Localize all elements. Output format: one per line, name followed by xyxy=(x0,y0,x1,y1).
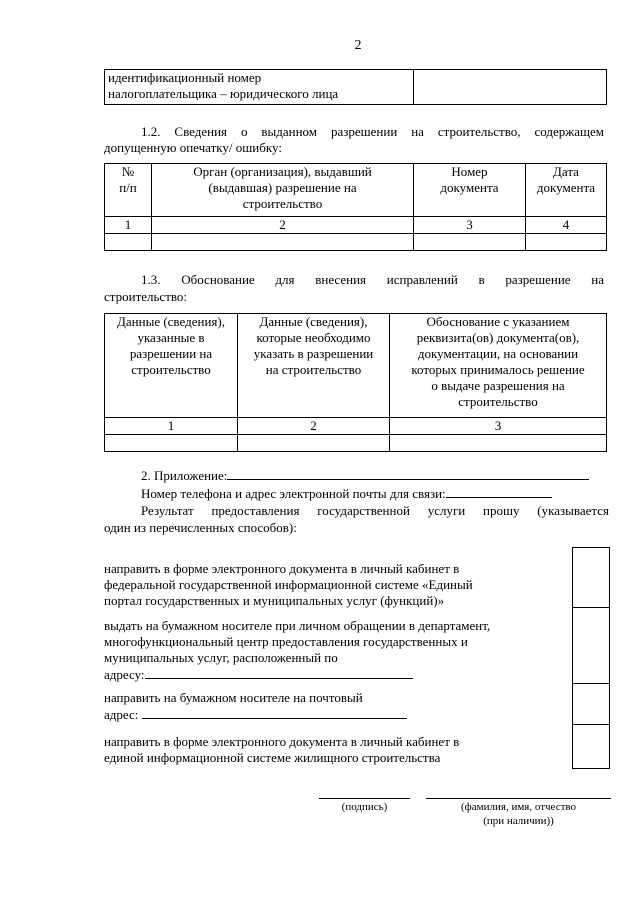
option-line: муниципальных услуг, расположенный по xyxy=(104,650,338,665)
header-line: документации, на основании xyxy=(417,346,579,361)
table-cell[interactable] xyxy=(390,435,607,452)
option-post-checkbox[interactable] xyxy=(572,683,610,725)
option-line: направить в форме электронного документа в личный кабинет в xyxy=(104,734,460,749)
header-line: (выдавшая) разрешение на xyxy=(208,180,357,195)
header-line: документа xyxy=(440,180,499,195)
col-number-header xyxy=(105,164,152,217)
section-1-2-heading: 1.2. Сведения о выданном разрешении на строительство, содержащем допущенную опечатку/ ошибку: xyxy=(104,124,604,155)
option-post xyxy=(104,690,549,723)
option-line: направить на бумажном носителе на почтовый xyxy=(104,690,363,705)
attachment-row xyxy=(141,467,607,484)
in-person-address-field[interactable] xyxy=(145,666,413,679)
table-cell[interactable] xyxy=(105,234,152,251)
name-line[interactable] xyxy=(426,798,611,799)
header-line: Дата xyxy=(553,164,579,179)
header-line: которых принималось решение xyxy=(411,362,585,377)
permit-table xyxy=(104,163,607,251)
option-eisgs-checkbox[interactable] xyxy=(572,724,610,769)
address-label: адрес: xyxy=(104,707,139,722)
page-number: 2 xyxy=(354,38,362,53)
header-line: разрешении на xyxy=(129,346,213,361)
table-cell[interactable] xyxy=(526,234,607,251)
header-line: строительство xyxy=(242,196,323,211)
table-cell[interactable] xyxy=(238,435,390,452)
option-epgu xyxy=(104,561,549,609)
tin-label-line1: идентификационный номер xyxy=(108,70,262,85)
post-address-field[interactable] xyxy=(142,706,407,719)
contact-label: Номер телефона и адрес электронной почты для связи: xyxy=(141,486,446,501)
header-line: Обоснование с указанием xyxy=(426,314,570,329)
header-line: документа xyxy=(536,180,596,195)
name-caption xyxy=(426,800,611,828)
tin-table xyxy=(104,69,607,105)
header-line: Данные (сведения), xyxy=(117,314,225,329)
correction-table xyxy=(104,313,607,452)
header-line: о выдаче разрешения на xyxy=(431,378,565,393)
tin-label xyxy=(105,70,414,105)
tin-value[interactable] xyxy=(414,70,607,105)
result-line2: один из перечисленных способов): xyxy=(104,520,297,535)
option-in-person xyxy=(104,618,549,683)
col-doc-number-header xyxy=(414,164,526,217)
table-header-row xyxy=(105,164,607,217)
header-line: п/п xyxy=(119,180,137,195)
attachment-field[interactable] xyxy=(227,467,589,480)
header-line: реквизита(ов) документа(ов), xyxy=(416,330,580,345)
name-caption-line: (при наличии)) xyxy=(483,815,554,827)
header-line: строительство xyxy=(458,394,538,409)
table-cell[interactable] xyxy=(152,234,414,251)
col-doc-date-header xyxy=(526,164,607,217)
section-1-3-heading-line2: строительство: xyxy=(104,289,188,304)
column-number: 3 xyxy=(414,217,526,234)
header-line: указать в разрешении xyxy=(253,346,374,361)
signature-caption: (подпись) xyxy=(341,801,388,813)
column-number: 1 xyxy=(105,418,238,435)
col-issuer-header xyxy=(152,164,414,217)
section-1-3-heading-line1: 1.3. Обоснование для внесения исправлений в разрешение на xyxy=(141,272,604,287)
table-row xyxy=(105,435,607,452)
table-cell[interactable] xyxy=(414,234,526,251)
option-line: единой информационной системе жилищного строительства xyxy=(104,750,441,765)
option-eisgs xyxy=(104,734,549,766)
tin-label-line2: налогоплательщика – юридического лица xyxy=(108,86,339,101)
attachment-label: 2. Приложение: xyxy=(141,468,228,483)
col-justification-header xyxy=(390,314,607,418)
in-person-address-row xyxy=(104,666,549,683)
signature-line[interactable] xyxy=(319,798,410,799)
table-number-row xyxy=(105,217,607,234)
name-caption-line: (фамилия, имя, отчество xyxy=(460,801,577,813)
option-line: выдать на бумажном носителе при личном обращении в департамент, xyxy=(104,618,491,633)
option-line: направить в форме электронного документа в личный кабинет в xyxy=(104,561,460,576)
header-line: указанные в xyxy=(137,330,205,345)
header-line: на строительство xyxy=(265,362,362,377)
option-line: портал государственных и муниципальных услуг (функций)» xyxy=(104,593,445,608)
table-row xyxy=(105,234,607,251)
header-line: которые необходимо xyxy=(256,330,371,345)
option-epgu-checkbox[interactable] xyxy=(572,547,610,608)
result-line1: Результат предоставления государственной услуги прошу (указывается xyxy=(141,503,609,518)
col-new-data-header xyxy=(238,314,390,418)
column-number: 1 xyxy=(105,217,152,234)
header-line: Данные (сведения), xyxy=(259,314,368,329)
header-line: строительство xyxy=(131,362,211,377)
option-line: многофункциональный центр предоставления государственных и xyxy=(104,634,468,649)
contact-field[interactable] xyxy=(446,485,552,498)
table-number-row xyxy=(105,418,607,435)
column-number: 3 xyxy=(390,418,607,435)
header-line: Номер xyxy=(451,164,488,179)
option-line: федеральной государственной информационной системе «Единый xyxy=(104,577,473,592)
table-cell[interactable] xyxy=(105,435,238,452)
column-number: 2 xyxy=(238,418,390,435)
option-in-person-checkbox[interactable] xyxy=(572,607,610,684)
col-current-data-header xyxy=(105,314,238,418)
column-number: 2 xyxy=(152,217,414,234)
post-address-row xyxy=(104,706,549,723)
table-header-row xyxy=(105,314,607,418)
address-label: адресу: xyxy=(104,667,145,682)
contact-row xyxy=(141,485,607,502)
header-line: Орган (организация), выдавший xyxy=(193,164,372,179)
header-line: № xyxy=(121,164,135,179)
column-number: 4 xyxy=(526,217,607,234)
